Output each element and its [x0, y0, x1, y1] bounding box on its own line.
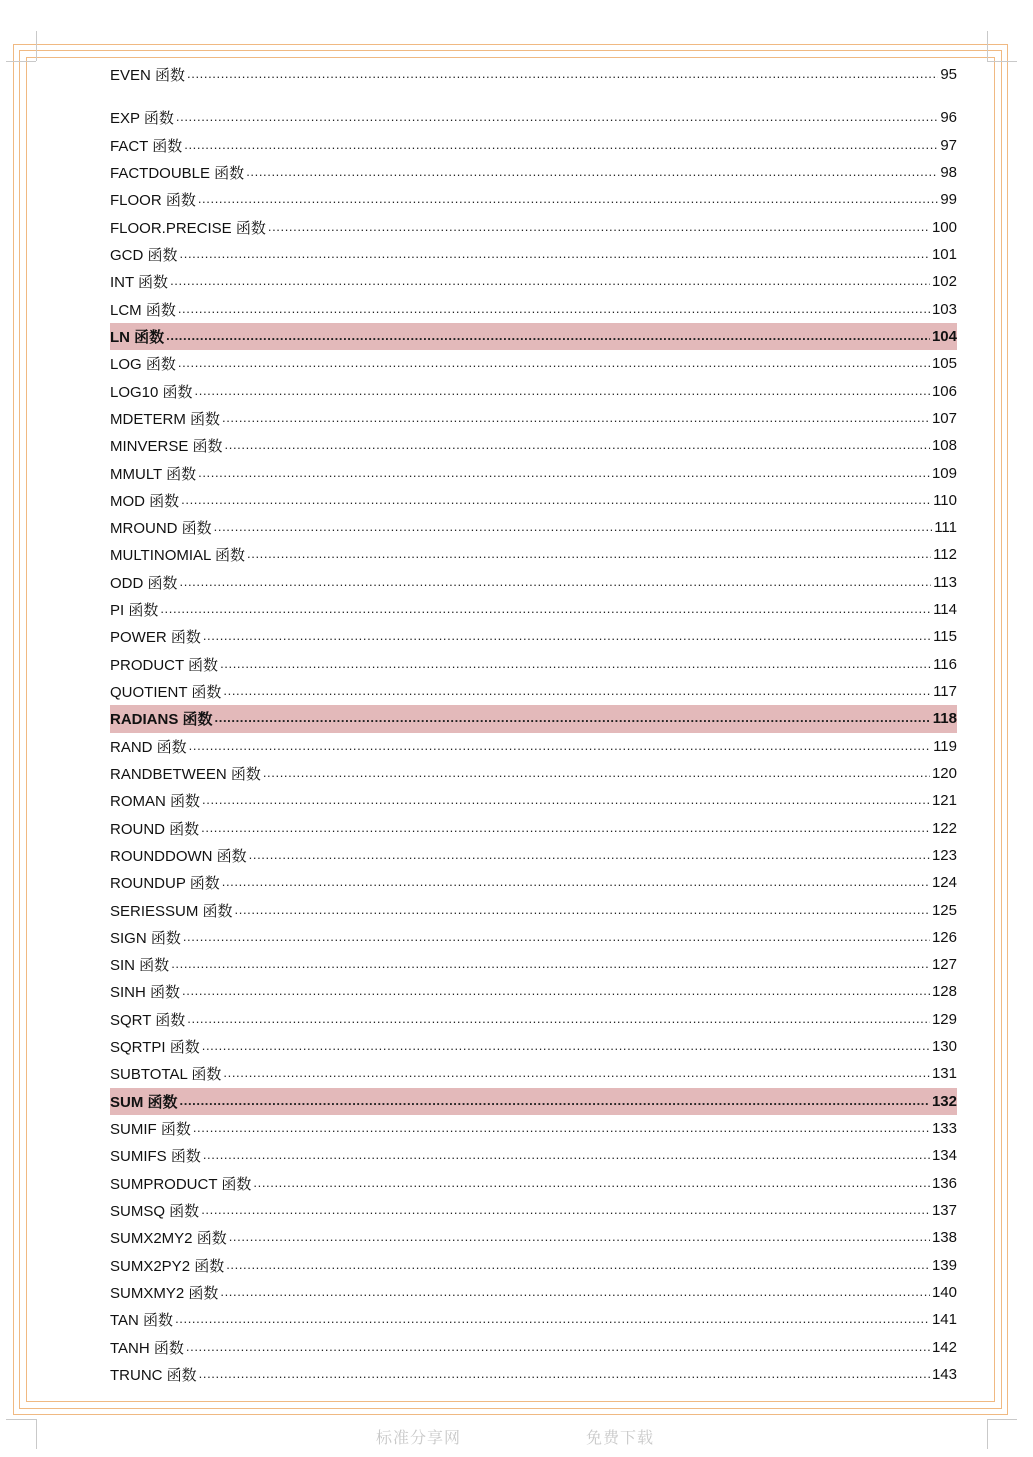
dot-leader: [229, 1230, 930, 1245]
toc-entry[interactable]: [110, 541, 957, 568]
dot-leader: [247, 547, 931, 562]
toc-entry-page-number: 134: [931, 1147, 957, 1165]
dot-leader: [198, 192, 938, 207]
toc-entry[interactable]: [110, 241, 957, 268]
dot-leader: [160, 602, 931, 617]
toc-entry[interactable]: [110, 432, 957, 459]
dot-leader: [268, 220, 930, 235]
toc-entry-title: GCD 函数: [110, 247, 178, 265]
toc-entry-title: ROUNDUP 函数: [110, 875, 220, 893]
toc-entry[interactable]: [110, 1306, 957, 1333]
toc-entry-page-number: 140: [931, 1283, 957, 1301]
toc-entry[interactable]: [110, 896, 957, 923]
toc-entry-title: SUMSQ 函数: [110, 1202, 200, 1220]
dot-leader: [178, 302, 930, 317]
toc-entry[interactable]: [110, 787, 957, 814]
dot-leader: [202, 1039, 930, 1054]
dot-leader: [214, 520, 933, 535]
toc-entry-title: SQRT 函数: [110, 1011, 186, 1029]
dot-leader: [246, 165, 938, 180]
toc-entry-page-number: 110: [933, 491, 957, 509]
toc-entry[interactable]: [110, 1170, 957, 1197]
dot-leader: [226, 1258, 930, 1273]
toc-entry-page-number: 129: [931, 1010, 957, 1028]
toc-entry[interactable]: [110, 1033, 957, 1060]
dot-leader: [180, 575, 932, 590]
dot-leader: [184, 138, 938, 153]
dot-leader: [223, 1066, 930, 1081]
footer-watermark-left: 标准分享网: [376, 1428, 462, 1447]
toc-entry-page-number: 109: [931, 464, 957, 482]
toc-entry-page-number: 130: [931, 1038, 957, 1056]
dot-leader: [225, 438, 930, 453]
crop-mark: [6, 1419, 36, 1420]
toc-entry-title: SIN 函数: [110, 957, 170, 975]
toc-entry-page-number: 122: [931, 819, 957, 837]
crop-mark: [36, 31, 37, 61]
toc-entry-title: RAND 函数: [110, 738, 187, 756]
crop-mark: [987, 31, 988, 61]
toc-entry-page-number: 133: [931, 1120, 957, 1138]
toc-entry[interactable]: [110, 61, 957, 88]
toc-entry-title: ROUND 函数: [110, 820, 200, 838]
dot-leader: [182, 984, 930, 999]
toc-entry[interactable]: [110, 705, 957, 732]
toc-entry-title: SUMXMY2 函数: [110, 1284, 219, 1302]
toc-entry[interactable]: [110, 623, 957, 650]
toc-entry-page-number: 97: [940, 136, 957, 154]
toc-entry[interactable]: [110, 760, 957, 787]
dot-leader: [220, 657, 931, 672]
dot-leader: [203, 1148, 930, 1163]
toc-entry[interactable]: [110, 487, 957, 514]
toc-entry-page-number: 143: [931, 1365, 957, 1383]
toc-entry-title: SUMX2PY2 函数: [110, 1257, 225, 1275]
dot-leader: [201, 821, 930, 836]
toc-entry[interactable]: [110, 1060, 957, 1087]
toc-entry-title: SUMPRODUCT 函数: [110, 1175, 252, 1193]
dot-leader: [263, 766, 930, 781]
toc-entry-page-number: 108: [931, 437, 957, 455]
toc-entry-page-number: 111: [934, 519, 957, 537]
dot-leader: [220, 1285, 930, 1300]
toc-entry-page-number: 137: [931, 1201, 957, 1219]
toc-entry-title: FLOOR.PRECISE 函数: [110, 219, 266, 237]
dot-leader: [171, 957, 930, 972]
dot-leader: [253, 1176, 930, 1191]
crop-mark: [987, 1419, 1017, 1420]
dot-leader: [203, 629, 931, 644]
toc-entry[interactable]: [110, 651, 957, 678]
dot-leader: [180, 1094, 930, 1109]
toc-entry-page-number: 116: [933, 655, 957, 673]
toc-entry-page-number: 102: [931, 273, 957, 291]
toc-entry[interactable]: [110, 405, 957, 432]
toc-entry-page-number: 118: [932, 710, 957, 728]
toc-entry-page-number: 123: [931, 846, 957, 864]
crop-mark: [6, 61, 36, 62]
toc-entry-title: SERIESSUM 函数: [110, 902, 233, 920]
toc-entry[interactable]: [110, 924, 957, 951]
dot-leader: [202, 793, 930, 808]
toc-entry-page-number: 132: [931, 1092, 957, 1110]
crop-mark: [36, 1419, 37, 1449]
dot-leader: [178, 356, 930, 371]
toc-entry-title: SINH 函数: [110, 984, 181, 1002]
toc-entry-page-number: 103: [931, 300, 957, 318]
toc-entry[interactable]: [110, 1361, 957, 1388]
toc-entry-title: RADIANS 函数: [110, 711, 213, 729]
toc-entry-title: FLOOR 函数: [110, 192, 196, 210]
toc-entry-title: LOG10 函数: [110, 383, 193, 401]
toc-entry[interactable]: [110, 323, 957, 350]
toc-entry-title: FACT 函数: [110, 137, 183, 155]
toc-entry-title: SQRTPI 函数: [110, 1039, 200, 1057]
toc-entry-page-number: 115: [933, 628, 957, 646]
toc-entry[interactable]: [110, 186, 957, 213]
dot-leader: [235, 903, 930, 918]
dot-leader: [187, 67, 938, 82]
toc-entry-page-number: 99: [940, 191, 957, 209]
footer-watermark-right: 免费下载: [586, 1428, 655, 1447]
toc-entry[interactable]: [110, 978, 957, 1005]
dot-leader: [170, 274, 930, 289]
toc-entry-title: SUMX2MY2 函数: [110, 1230, 227, 1248]
dot-leader: [183, 930, 930, 945]
toc-entry-page-number: 136: [931, 1174, 957, 1192]
crop-mark: [987, 61, 1017, 62]
toc-entry-title: ODD 函数: [110, 574, 178, 592]
toc-entry[interactable]: [110, 296, 957, 323]
toc-entry-page-number: 119: [933, 737, 957, 755]
toc-entry-page-number: 142: [931, 1338, 957, 1356]
toc-entry-page-number: 95: [940, 66, 957, 84]
toc-entry-title: SUMIFS 函数: [110, 1148, 201, 1166]
toc-entry-title: LOG 函数: [110, 356, 176, 374]
toc-entry-title: RANDBETWEEN 函数: [110, 765, 261, 783]
toc-entry-page-number: 104: [931, 327, 957, 345]
dot-leader: [175, 1312, 930, 1327]
dot-leader: [222, 875, 930, 890]
toc-entry-page-number: 125: [931, 901, 957, 919]
toc-entry[interactable]: [110, 104, 957, 131]
toc-entry-title: SUBTOTAL 函数: [110, 1066, 222, 1084]
toc-entry-title: FACTDOUBLE 函数: [110, 165, 245, 183]
toc-entry-title: TANH 函数: [110, 1339, 184, 1357]
toc-entry-page-number: 121: [931, 792, 957, 810]
toc-entry-page-number: 126: [931, 928, 957, 946]
toc-entry-title: POWER 函数: [110, 629, 201, 647]
toc-entry-page-number: 139: [931, 1256, 957, 1274]
toc-entry-page-number: 124: [931, 874, 957, 892]
toc-entry-page-number: 131: [931, 1065, 957, 1083]
toc-entry-title: PI 函数: [110, 602, 159, 620]
toc-entry-title: MOD 函数: [110, 492, 180, 510]
toc-entry[interactable]: [110, 842, 957, 869]
toc-entry-page-number: 100: [931, 218, 957, 236]
dot-leader: [201, 1203, 930, 1218]
toc-entry-page-number: 114: [933, 601, 957, 619]
toc-entry-page-number: 105: [931, 355, 957, 373]
toc-entry-title: ROUNDDOWN 函数: [110, 847, 247, 865]
toc-entry-title: PRODUCT 函数: [110, 656, 219, 674]
toc-entry-page-number: 106: [931, 382, 957, 400]
toc-entry[interactable]: [110, 268, 957, 295]
dot-leader: [186, 1340, 930, 1355]
toc-entry[interactable]: [110, 1006, 957, 1033]
dot-leader: [189, 739, 931, 754]
toc-entry-title: MDETERM 函数: [110, 410, 220, 428]
toc-entry-page-number: 128: [931, 983, 957, 1001]
toc-entry-page-number: 120: [931, 764, 957, 782]
toc-entry-page-number: 112: [933, 546, 957, 564]
toc-entry[interactable]: [110, 678, 957, 705]
dot-leader: [198, 466, 930, 481]
dot-leader: [166, 329, 930, 344]
toc-entry-title: TAN 函数: [110, 1312, 174, 1330]
toc-entry[interactable]: [110, 814, 957, 841]
toc-entry-title: MINVERSE 函数: [110, 438, 223, 456]
toc-entry[interactable]: [110, 1142, 957, 1169]
toc-entry-page-number: 113: [933, 573, 957, 591]
dot-leader: [223, 684, 931, 699]
toc-entry[interactable]: [110, 1115, 957, 1142]
toc-entry-page-number: 138: [931, 1229, 957, 1247]
toc-entry-title: QUOTIENT 函数: [110, 684, 222, 702]
toc-entry-title: EXP 函数: [110, 110, 174, 128]
toc-entry[interactable]: [110, 377, 957, 404]
toc-entry-title: INT 函数: [110, 274, 169, 292]
toc-entry-title: EVEN 函数: [110, 67, 186, 85]
dot-leader: [180, 247, 930, 262]
dot-leader: [215, 711, 931, 726]
toc-entry[interactable]: [110, 596, 957, 623]
toc-entry-page-number: 101: [931, 246, 957, 264]
dot-leader: [195, 384, 930, 399]
toc-entry-page-number: 107: [931, 409, 957, 427]
toc-entry[interactable]: [110, 159, 957, 186]
toc-entry-title: MROUND 函数: [110, 520, 212, 538]
toc-entry-page-number: 98: [940, 164, 957, 182]
toc-entry-title: MMULT 函数: [110, 465, 197, 483]
toc-entry-title: TRUNC 函数: [110, 1366, 197, 1384]
toc-entry[interactable]: [110, 951, 957, 978]
toc-entry[interactable]: [110, 1333, 957, 1360]
toc-entry[interactable]: [110, 214, 957, 241]
toc-entry-title: LCM 函数: [110, 301, 176, 319]
toc-entry-title: SIGN 函数: [110, 929, 181, 947]
toc-entry-title: LN 函数: [110, 328, 165, 346]
dot-leader: [176, 110, 938, 125]
toc-entry[interactable]: [110, 1279, 957, 1306]
toc-entry[interactable]: [110, 569, 957, 596]
toc-entry-title: SUM 函数: [110, 1093, 178, 1111]
dot-leader: [249, 848, 930, 863]
toc-entry-page-number: 141: [931, 1311, 957, 1329]
toc-entry[interactable]: [110, 1197, 957, 1224]
dot-leader: [181, 493, 931, 508]
toc-entry[interactable]: [110, 1088, 957, 1115]
toc-entry[interactable]: [110, 459, 957, 486]
dot-leader: [222, 411, 930, 426]
toc-entry-title: ROMAN 函数: [110, 793, 201, 811]
toc-entry[interactable]: [110, 1251, 957, 1278]
toc-entry[interactable]: [110, 1224, 957, 1251]
toc-entry[interactable]: [110, 514, 957, 541]
toc-entry-title: SUMIF 函数: [110, 1121, 191, 1139]
toc-entry[interactable]: [110, 733, 957, 760]
table-of-contents: [110, 61, 957, 1388]
dot-leader: [187, 1012, 930, 1027]
toc-entry-title: MULTINOMIAL 函数: [110, 547, 246, 565]
crop-mark: [987, 1419, 988, 1449]
toc-entry-page-number: 127: [931, 956, 957, 974]
dot-leader: [199, 1367, 930, 1382]
dot-leader: [193, 1121, 930, 1136]
toc-entry-page-number: 117: [933, 683, 957, 701]
toc-entry-page-number: 96: [940, 109, 957, 127]
toc-entry[interactable]: [110, 132, 957, 159]
toc-entry[interactable]: [110, 869, 957, 896]
toc-entry[interactable]: [110, 350, 957, 377]
